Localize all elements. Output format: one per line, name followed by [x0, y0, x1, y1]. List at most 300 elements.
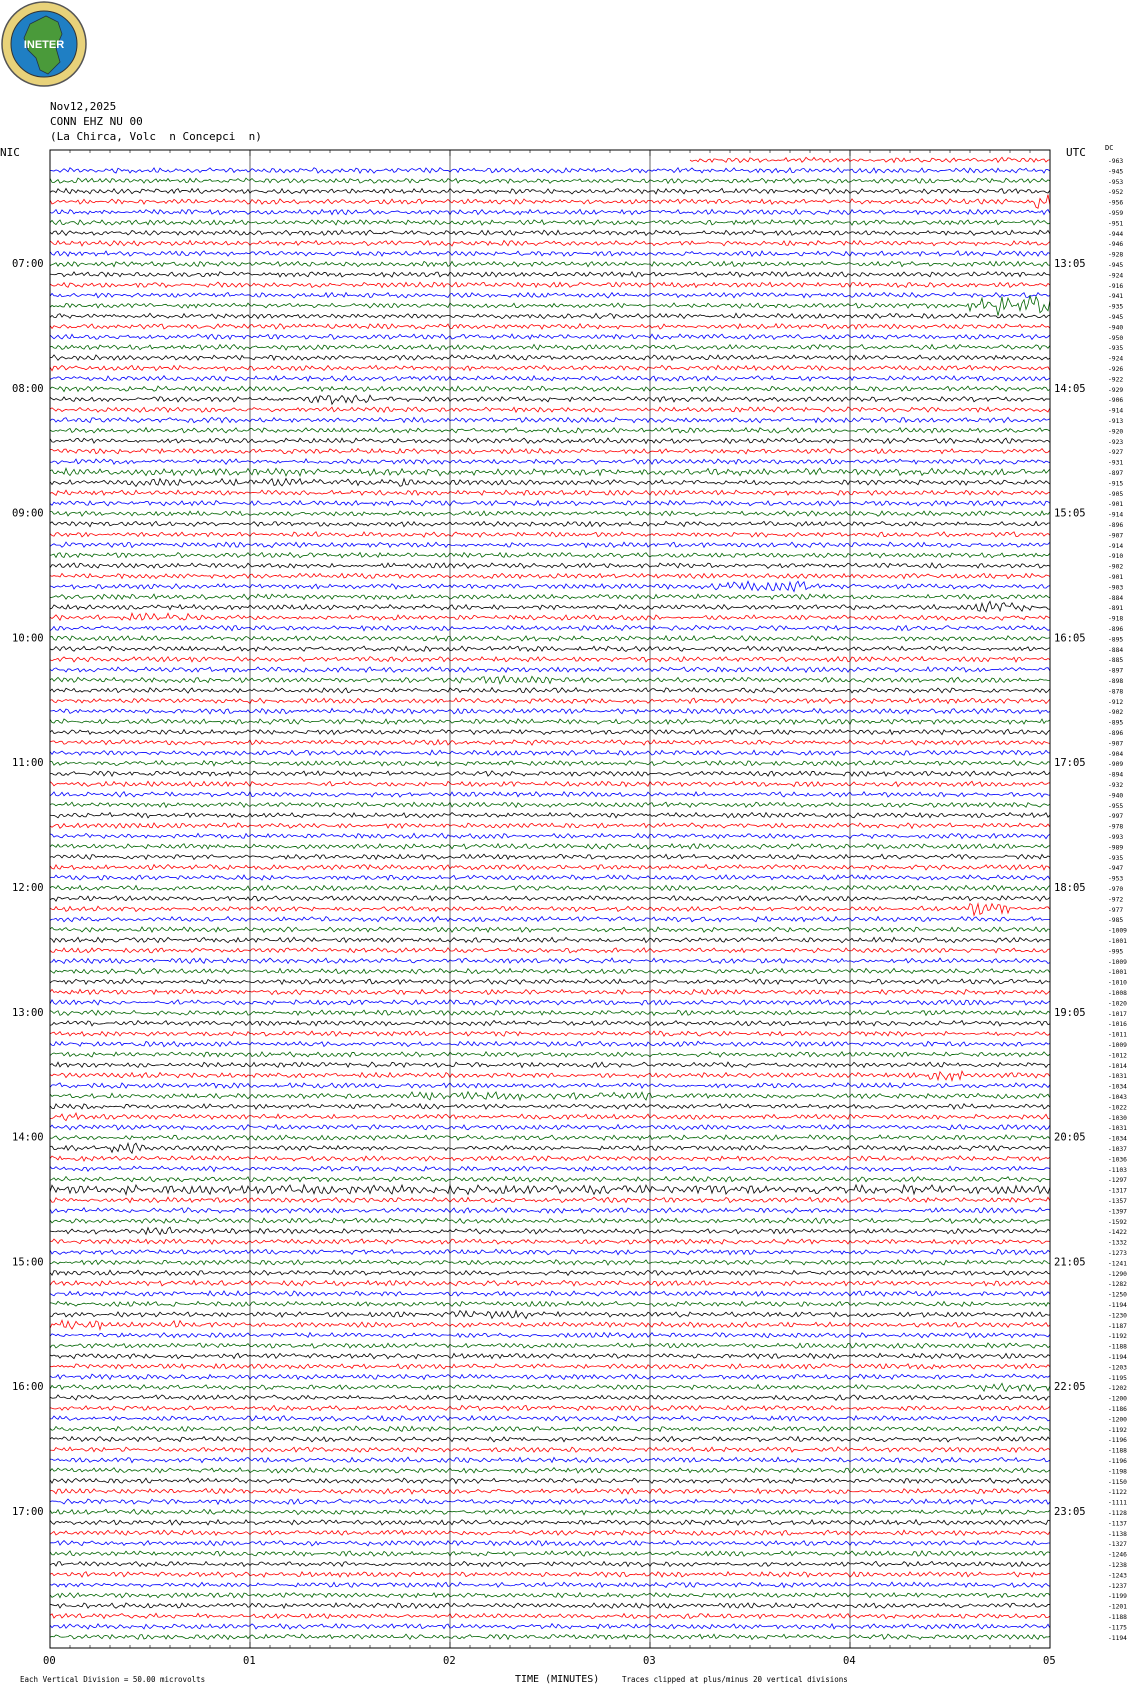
dc-offset-label: -1201 — [1108, 1603, 1127, 1611]
dc-offset-label: -1036 — [1108, 1156, 1127, 1164]
seismic-trace — [50, 1572, 1050, 1577]
seismic-trace — [50, 875, 1050, 880]
seismic-trace — [50, 917, 1050, 922]
dc-offset-label: -946 — [1108, 241, 1124, 249]
seismic-trace — [50, 395, 1050, 404]
seismic-trace — [50, 760, 1050, 765]
seismic-trace — [50, 292, 1050, 297]
seismic-trace — [50, 1383, 1050, 1391]
seismic-trace — [50, 937, 1050, 942]
dc-offset-label: -884 — [1108, 594, 1124, 602]
dc-offset-label: -928 — [1108, 251, 1124, 259]
dc-offset-label: -927 — [1108, 449, 1124, 457]
seismic-trace — [50, 1551, 1050, 1556]
seismic-trace — [50, 478, 1050, 486]
hour-label-right: 16:05 — [1054, 632, 1086, 645]
dc-offset-label: -950 — [1108, 334, 1124, 342]
seismic-trace — [50, 1280, 1050, 1285]
seismic-trace — [50, 1530, 1050, 1535]
dc-offset-label: -906 — [1108, 397, 1124, 405]
dc-offset-label: -1122 — [1108, 1489, 1127, 1497]
hour-label-left: 14:00 — [12, 1131, 44, 1144]
seismic-trace — [50, 521, 1050, 526]
seismic-trace — [50, 1020, 1050, 1025]
dc-offset-label: -1397 — [1108, 1208, 1127, 1216]
dc-offset-label: -1001 — [1108, 938, 1127, 945]
dc-offset-label: -918 — [1108, 615, 1124, 623]
seismic-trace — [50, 802, 1050, 807]
seismic-trace — [50, 844, 1050, 849]
dc-offset-label: -1031 — [1108, 1073, 1127, 1081]
seismic-trace — [50, 688, 1050, 693]
hour-label-right: 21:05 — [1054, 1256, 1086, 1269]
dc-offset-label: -901 — [1108, 574, 1124, 581]
dc-offset-label: -1187 — [1108, 1322, 1127, 1330]
dc-offset-label: -878 — [1108, 688, 1124, 696]
dc-offset-label: -940 — [1108, 324, 1124, 332]
seismic-trace — [50, 1092, 1050, 1100]
seismic-trace — [50, 230, 1050, 235]
seismic-trace — [50, 532, 1050, 537]
dc-offset-label: -1188 — [1108, 1343, 1127, 1351]
seismic-trace — [50, 1291, 1050, 1296]
dc-offset-label: -895 — [1108, 719, 1124, 727]
seismic-trace — [50, 719, 1050, 724]
dc-offset-label: -896 — [1108, 522, 1124, 529]
seismic-trace — [50, 188, 1050, 193]
dc-offset-label: -1011 — [1108, 1031, 1127, 1039]
hour-label-left: 12:00 — [12, 882, 44, 894]
seismic-trace — [50, 552, 1050, 557]
seismic-trace — [50, 657, 1050, 662]
dc-offset-label: -1194 — [1108, 1354, 1127, 1361]
seismic-trace — [50, 667, 1050, 672]
dc-offset-label: -1020 — [1108, 1000, 1127, 1008]
seismic-trace — [50, 1333, 1050, 1338]
dc-offset-label: -993 — [1108, 834, 1124, 841]
dc-offset-label: -941 — [1108, 293, 1124, 301]
hour-label-left: 17:00 — [12, 1506, 44, 1518]
dc-offset-label: -896 — [1108, 730, 1124, 737]
dc-offset-label: -1017 — [1108, 1010, 1127, 1018]
seismic-trace — [50, 1416, 1050, 1421]
seismic-trace — [50, 854, 1050, 859]
seismic-trace — [50, 1499, 1050, 1504]
dc-offset-label: -1192 — [1108, 1333, 1127, 1341]
seismic-trace — [50, 1364, 1050, 1369]
dc-offset-label: -1034 — [1108, 1083, 1127, 1091]
dc-offset-label: -1282 — [1108, 1281, 1127, 1289]
seismic-trace — [50, 1447, 1050, 1452]
dc-offset-label: -885 — [1108, 657, 1124, 665]
dc-offset-label: -1290 — [1108, 1270, 1127, 1278]
dc-offset-label: -997 — [1108, 813, 1124, 821]
seismic-trace — [50, 459, 1050, 464]
dc-offset-label: -1203 — [1108, 1364, 1127, 1372]
dc-offset-label: -916 — [1108, 282, 1124, 290]
dc-offset-label: -897 — [1108, 470, 1124, 477]
seismic-trace — [50, 1582, 1050, 1587]
seismic-trace — [50, 1052, 1050, 1057]
seismic-trace — [50, 1541, 1050, 1546]
dc-offset-label: -1422 — [1108, 1229, 1127, 1237]
seismic-trace — [50, 1177, 1050, 1182]
x-tick-label: 04 — [843, 1655, 856, 1667]
station-label: CONN EHZ NU 00 — [50, 115, 143, 128]
seismic-trace — [50, 1270, 1050, 1275]
seismic-trace — [50, 1071, 1050, 1080]
seismic-trace — [50, 1634, 1050, 1639]
dc-offset-label: -1175 — [1108, 1624, 1127, 1632]
x-axis-label: TIME (MINUTES) — [515, 1674, 600, 1685]
seismic-trace — [50, 792, 1050, 797]
hour-label-right: 20:05 — [1054, 1131, 1086, 1144]
dc-offset-label: -972 — [1108, 896, 1124, 904]
seismic-trace — [50, 355, 1050, 360]
seismic-trace — [50, 1010, 1050, 1015]
dc-offset-label: -1327 — [1108, 1541, 1127, 1549]
seismic-trace — [50, 295, 1050, 315]
x-tick-label: 01 — [243, 1655, 256, 1667]
seismic-trace — [50, 1135, 1050, 1140]
dc-offset-label: -897 — [1108, 667, 1124, 675]
dc-offset-label: -1037 — [1108, 1146, 1127, 1153]
seismic-trace — [50, 812, 1050, 817]
date-label: Nov12,2025 — [50, 100, 117, 113]
hour-label-left: 13:00 — [12, 1006, 44, 1019]
dc-offset-label: -1111 — [1108, 1499, 1127, 1507]
dc-offset-label: -1009 — [1108, 1042, 1127, 1049]
dc-offset-label: -1010 — [1108, 979, 1127, 987]
dc-offset-label: -956 — [1108, 199, 1124, 207]
hour-label-left: 09:00 — [12, 507, 44, 520]
dc-offset-label: -1016 — [1108, 1021, 1127, 1029]
dc-offset-label: -1202 — [1108, 1385, 1127, 1393]
dc-offset-label: -970 — [1108, 886, 1124, 893]
seismic-trace — [50, 613, 1050, 620]
seismic-trace — [50, 1593, 1050, 1598]
hour-label-right: 14:05 — [1054, 382, 1086, 395]
dc-offset-label: -947 — [1108, 865, 1124, 873]
dc-offset-label: -953 — [1108, 178, 1124, 186]
plot-frame — [50, 150, 1050, 1648]
seismic-trace — [50, 468, 1050, 476]
seismic-trace — [50, 1218, 1050, 1223]
dc-offset-label: -1009 — [1108, 927, 1127, 935]
seismic-trace — [50, 1353, 1050, 1358]
seismic-trace — [50, 1624, 1050, 1629]
dc-offset-label: -944 — [1108, 230, 1124, 238]
dc-offset-label: -1186 — [1108, 1406, 1127, 1413]
seismic-trace — [50, 1143, 1050, 1153]
x-tick-label: 05 — [1043, 1655, 1056, 1667]
seismic-trace — [50, 282, 1050, 287]
seismic-trace — [50, 1426, 1050, 1431]
dc-offset-label: -1297 — [1108, 1177, 1127, 1185]
seismic-trace — [50, 438, 1050, 443]
dc-offset-label: -914 — [1108, 542, 1124, 550]
seismic-trace — [50, 1613, 1050, 1618]
seismic-trace — [50, 1405, 1050, 1410]
seismic-trace — [50, 365, 1050, 370]
dc-offset-label: -945 — [1108, 168, 1124, 176]
seismic-trace — [50, 636, 1050, 641]
seismic-trace — [50, 1488, 1050, 1493]
seismic-trace — [50, 1197, 1050, 1202]
seismic-trace — [50, 1113, 1050, 1121]
seismic-trace — [50, 896, 1050, 901]
hour-label-right: 18:05 — [1054, 882, 1086, 894]
seismic-trace — [50, 313, 1050, 318]
seismic-trace — [50, 698, 1050, 703]
seismic-trace — [50, 1301, 1050, 1306]
dc-offset-label: -1150 — [1108, 1478, 1127, 1486]
dc-offset-label: -924 — [1108, 355, 1124, 363]
seismic-trace — [50, 948, 1050, 953]
dc-offset-label: -1001 — [1108, 969, 1127, 977]
seismic-trace — [50, 1343, 1050, 1348]
dc-offset-label: -1196 — [1108, 1437, 1127, 1445]
dc-offset-label: -902 — [1108, 563, 1124, 571]
seismic-trace — [50, 1227, 1050, 1234]
dc-offset-label: -926 — [1108, 366, 1124, 373]
seismic-trace — [50, 1437, 1050, 1442]
hour-label-right: 15:05 — [1054, 507, 1086, 520]
seismic-trace — [50, 448, 1050, 453]
seismic-trace — [50, 750, 1050, 755]
dc-offset-label: -901 — [1108, 501, 1124, 509]
seismic-trace — [50, 209, 1050, 214]
x-tick-label: 03 — [643, 1655, 656, 1667]
dc-offset-label: -1031 — [1108, 1125, 1127, 1133]
trace-group — [50, 157, 1050, 1639]
seismic-trace — [50, 542, 1050, 547]
dc-offset-label: -1137 — [1108, 1520, 1127, 1528]
left-zone-label: NIC — [0, 146, 20, 159]
seismic-trace — [50, 386, 1050, 391]
seismic-trace — [50, 490, 1050, 495]
dc-offset-label: -1194 — [1108, 1634, 1127, 1642]
seismic-trace — [50, 1000, 1050, 1005]
dc-offset-label: -1192 — [1108, 1426, 1127, 1434]
hour-label-right: 19:05 — [1054, 1006, 1086, 1019]
dc-offset-labels — [1108, 158, 1127, 1642]
hour-label-left: 15:00 — [12, 1256, 44, 1269]
seismic-trace — [50, 168, 1050, 173]
dc-offset-label: -959 — [1108, 210, 1124, 217]
plot-border — [50, 150, 1050, 1648]
seismic-trace — [50, 195, 1050, 209]
seismic-trace — [50, 1041, 1050, 1046]
seismic-trace — [50, 740, 1050, 745]
dc-offset-label: -1012 — [1108, 1052, 1127, 1060]
dc-offset-label: -914 — [1108, 511, 1124, 519]
dc-offset-label: -1008 — [1108, 990, 1127, 997]
dc-offset-label: -1592 — [1108, 1218, 1127, 1226]
seismic-trace — [50, 1239, 1050, 1244]
dc-offset-label: -894 — [1108, 771, 1124, 779]
x-tick-label: 00 — [43, 1655, 56, 1667]
seismic-trace — [50, 709, 1050, 714]
dc-offset-label: -895 — [1108, 636, 1124, 644]
dc-offset-label: -1014 — [1108, 1062, 1127, 1070]
dc-offset-label: -1194 — [1108, 1302, 1127, 1309]
dc-offset-label: -1200 — [1108, 1395, 1127, 1403]
dc-offset-label: -945 — [1108, 262, 1124, 269]
dc-offset-label: -914 — [1108, 407, 1124, 415]
dc-offset-label: -985 — [1108, 917, 1124, 925]
seismic-trace — [50, 729, 1050, 734]
seismic-trace — [50, 261, 1050, 266]
seismic-trace — [50, 220, 1050, 225]
seismic-trace — [50, 1185, 1050, 1195]
hour-label-right: 17:05 — [1054, 757, 1086, 770]
dc-offset-label: -907 — [1108, 740, 1124, 748]
dc-offset-label: -891 — [1108, 605, 1124, 613]
seismic-trace — [50, 601, 1050, 611]
seismic-trace — [50, 833, 1050, 838]
dc-offset-label: -909 — [1108, 761, 1124, 769]
dc-offset-label: -1246 — [1108, 1551, 1127, 1559]
scale-note: Each Vertical Division = 50.00 microvolts — [20, 1675, 206, 1684]
dc-offset-label: -1200 — [1108, 1416, 1127, 1424]
seismic-trace — [50, 1468, 1050, 1473]
seismic-trace — [50, 1104, 1050, 1109]
dc-offset-label: -929 — [1108, 386, 1124, 394]
seismic-trace — [50, 240, 1050, 245]
x-tick-label: 02 — [443, 1655, 456, 1667]
seismic-trace — [50, 1395, 1050, 1400]
seismic-trace — [50, 407, 1050, 412]
dc-offset-label: -935 — [1108, 854, 1124, 862]
left-hour-labels — [12, 258, 44, 1518]
dc-offset-label: -915 — [1108, 480, 1124, 488]
seismic-trace — [50, 968, 1050, 973]
dc-offset-label: -989 — [1108, 844, 1124, 852]
dc-offset-label: -995 — [1108, 948, 1124, 956]
dc-offset-label: -940 — [1108, 792, 1124, 800]
dc-offset-label: -952 — [1108, 189, 1124, 197]
seismic-trace — [50, 1062, 1050, 1067]
dc-offset-label: -1043 — [1108, 1094, 1127, 1101]
seismic-trace — [50, 334, 1050, 339]
seismic-trace — [50, 1509, 1050, 1514]
dc-offset-label: -912 — [1108, 698, 1124, 706]
dc-offset-label: -922 — [1108, 376, 1124, 384]
dc-offset-label: -1250 — [1108, 1291, 1127, 1299]
dc-offset-label: -1030 — [1108, 1114, 1127, 1122]
dc-offset-label: -1237 — [1108, 1582, 1127, 1590]
seismic-trace — [50, 979, 1050, 984]
seismic-trace — [50, 1125, 1050, 1130]
dc-offset-label: -1103 — [1108, 1166, 1127, 1174]
dc-offset-label: -907 — [1108, 532, 1124, 540]
seismic-trace — [50, 823, 1050, 828]
seismic-trace — [50, 1166, 1050, 1171]
seismic-trace — [50, 1457, 1050, 1462]
dc-offset-label: -1332 — [1108, 1239, 1127, 1247]
seismic-trace — [50, 594, 1050, 599]
seismic-trace — [50, 1031, 1050, 1036]
dc-offset-label: -884 — [1108, 646, 1124, 654]
right-zone-label: UTC — [1066, 146, 1086, 159]
dc-offset-label: -898 — [1108, 678, 1124, 685]
clip-note: Traces clipped at plus/minus 20 vertical divisions — [622, 1675, 848, 1684]
seismic-trace — [50, 676, 1050, 684]
seismic-trace — [50, 865, 1050, 870]
dc-offset-label: -1198 — [1108, 1468, 1127, 1476]
seismic-trace — [50, 581, 1050, 591]
hour-label-right: 22:05 — [1054, 1381, 1086, 1394]
dc-offset-label: -935 — [1108, 345, 1124, 353]
dc-offset-label: -1034 — [1108, 1135, 1127, 1143]
hour-label-right: 23:05 — [1054, 1506, 1086, 1518]
seismic-trace — [50, 1083, 1050, 1088]
dc-offset-label: -955 — [1108, 802, 1124, 810]
right-hour-labels — [1054, 258, 1086, 1518]
seismic-trace — [50, 500, 1050, 505]
seismic-trace — [50, 272, 1050, 277]
seismic-trace — [50, 417, 1050, 422]
dc-offset-label: -1138 — [1108, 1530, 1127, 1538]
dc-offset-label: -953 — [1108, 875, 1124, 883]
dc-offset-label: -963 — [1108, 158, 1124, 165]
seismic-trace — [50, 958, 1050, 963]
dc-offset-label: -1199 — [1108, 1593, 1127, 1601]
seismic-trace — [50, 781, 1050, 786]
location-label: (La Chirca, Volc n Concepci n) — [50, 130, 262, 143]
seismic-trace — [50, 904, 1050, 916]
dc-offset-label: -1196 — [1108, 1458, 1127, 1465]
dc-offset-label: -1273 — [1108, 1250, 1127, 1257]
seismic-trace — [50, 771, 1050, 776]
dc-offset-label: -904 — [1108, 750, 1124, 758]
seismic-trace — [50, 1249, 1050, 1254]
dc-offset-label: -913 — [1108, 418, 1124, 425]
hour-label-left: 16:00 — [12, 1381, 44, 1394]
dc-offset-label: -920 — [1108, 428, 1124, 436]
seismic-trace — [50, 1374, 1050, 1379]
seismic-trace — [50, 927, 1050, 932]
dc-offset-label: -902 — [1108, 709, 1124, 717]
dc-offset-label: -923 — [1108, 438, 1124, 446]
dc-offset-label: -951 — [1108, 220, 1124, 228]
dc-offset-label: -1317 — [1108, 1187, 1127, 1195]
dc-offset-label: -1243 — [1108, 1572, 1127, 1580]
seismic-trace — [50, 885, 1050, 890]
seismic-trace — [50, 344, 1050, 349]
dc-offset-label: -910 — [1108, 553, 1124, 561]
seismic-trace — [50, 573, 1050, 578]
seismic-trace — [50, 563, 1050, 568]
seismic-trace — [50, 178, 1050, 183]
seismic-trace — [50, 376, 1050, 381]
seismic-trace — [50, 646, 1050, 651]
seismic-trace — [50, 1260, 1050, 1265]
dc-offset-label: -1238 — [1108, 1562, 1127, 1569]
logo-text: INETER — [23, 39, 65, 51]
seismic-trace — [50, 625, 1050, 630]
dc-offset-label: -1188 — [1108, 1447, 1127, 1455]
dc-offset-label: -1128 — [1108, 1510, 1127, 1517]
dc-offset-label: -1241 — [1108, 1260, 1127, 1268]
dc-offset-label: -903 — [1108, 584, 1124, 592]
hour-label-left: 11:00 — [12, 757, 44, 770]
dc-offset-label: -1230 — [1108, 1312, 1127, 1320]
seismic-trace — [50, 511, 1050, 516]
hour-label-left: 07:00 — [12, 258, 44, 270]
x-tick-labels — [43, 1655, 1056, 1667]
